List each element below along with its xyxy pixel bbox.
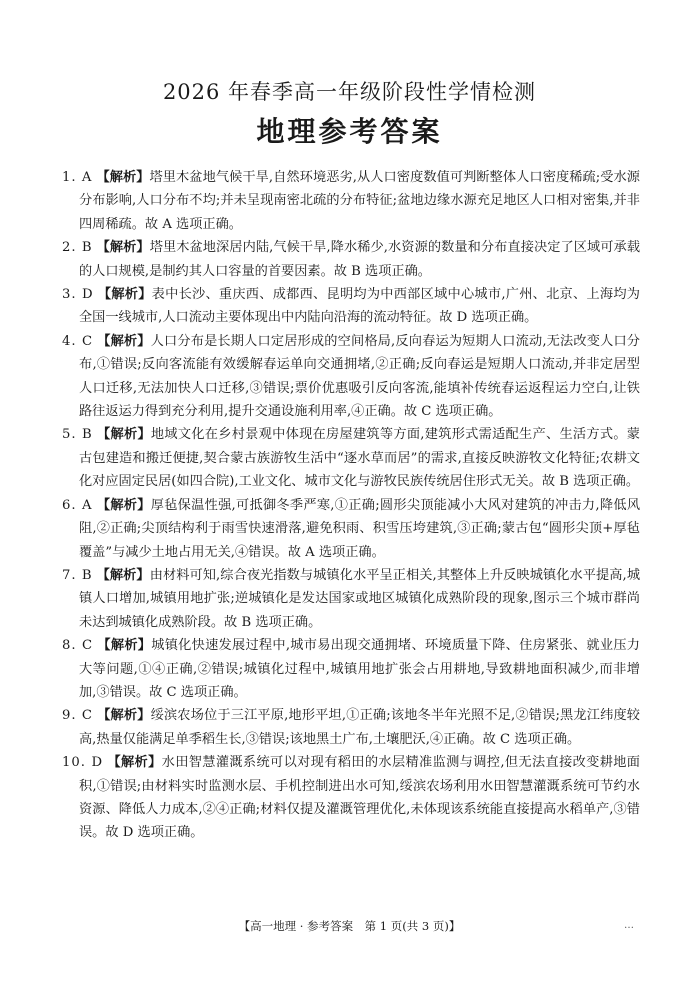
analysis-text: 地域文化在乡村景观中体现在房屋建筑等方面,建筑形式需适配生产、生活方式。蒙古包建造和搬迁便捷,契合蒙古族游牧生活中“逐水草而居”的需求,直接反映游牧文化特征;农耕文化对应固定民居(如四合院),工业文化、城市文化与游牧民族传统居住形式无关。故 B 选项正确。 [79,427,640,490]
analysis-text: 厚毡保温性强,可抵御冬季严寒,①正确;圆形尖顶能减小大风对建筑的冲击力,降低风阻,②正确;尖顶结构利于雨雪快速滑落,避免积雨、积雪压垮建筑,③正确;蒙古包“圆形尖顶+厚毡覆盖”与减少土地占用无关,④错误。故 A 选项正确。 [79,497,641,560]
answer-key-title: 地理参考答案 [256,115,443,148]
answer-item-2 [62,236,640,283]
analysis-tag: 【解析】 [96,497,151,513]
answer-number: 7. B [62,567,93,583]
answer-number: 3. D [62,287,94,303]
analysis-tag: 【解析】 [97,333,151,349]
answer-list [62,166,640,845]
answer-item-4 [62,330,640,424]
analysis-tag: 【解析】 [97,638,152,654]
page-footer: 【高一地理 · 参考答案 第 1 页(共 3 页)】 [238,919,461,933]
answer-number: 9. C [62,708,94,724]
answer-item-6 [62,494,640,564]
analysis-tag: 【解析】 [107,755,162,771]
answer-number: 1. A [62,170,93,185]
answer-item-1 [62,166,640,236]
analysis-tag: 【解析】 [96,170,150,185]
analysis-tag: 【解析】 [96,427,151,443]
answer-item-10 [62,751,640,845]
analysis-text: 由材料可知,综合夜光指数与城镇化水平呈正相关,其整体上升反映城镇化水平提高,城镇人口增加,城镇用地扩张;逆城镇化是发达国家或地区城镇化成熟阶段的现象,图示三个城市群尚未达到城镇化成熟阶段。故 B 选项正确。 [79,567,641,630]
analysis-text: 人口分布是长期人口定居形成的空间格局,反向春运为短期人口流动,无法改变人口分布,①错误;反向客流能有效缓解春运单向交通拥堵,②正确;反向春运是短期人口流动,并非定居型人口迁移,无法加快人口迁移,③错误;票价优惠吸引反向客流,能填补传统春运返程运力空白,让铁路往返运力得到充分利用,提升交通设施利用率,④正确。故 C 选项正确。 [79,333,640,420]
answer-item-9 [62,704,640,751]
analysis-tag: 【解析】 [97,287,152,303]
answer-item-5 [62,423,640,493]
analysis-text: 表中长沙、重庆西、成都西、昆明均为中西部区域中心城市,广州、北京、上海均为全国一线城市,人口流动主要体现出中内陆向沿海的流动特征。故 D 选项正确。 [79,287,640,326]
analysis-tag: 【解析】 [97,708,151,724]
analysis-text: 塔里木盆地深居内陆,气候干旱,降水稀少,水资源的数量和分布直接决定了区域可承载的人口规模,是制约其人口容量的首要因素。故 B 选项正确。 [79,240,641,279]
exam-title: 2026 年春季高一年级阶段性学情检测 [162,80,537,104]
answer-number: 8. C [62,638,94,654]
analysis-text: 城镇化快速发展过程中,城市易出现交通拥堵、环境质量下降、住房紧张、就业压力大等问题,①④正确,②错误;城镇化过程中,城镇用地扩张会占用耕地,导致耕地面积减少,而非增加,③错误。故 C 选项正确。 [79,638,640,700]
answer-number: 4. C [62,333,94,349]
analysis-text: 水田智慧灌溉系统可以对现有稻田的水层精准监测与调控,但无法直接改变耕地面积,①错误;由材料实时监测水层、手机控制进出水可知,绥滨农场利用水田智慧灌溉系统可节约水资源、降低人力成本,②④正确;材料仅提及灌溉管理优化,未体现该系统能直接提高水稻单产,③错误。故 D 选项正确。 [79,755,640,841]
answer-number: 6. A [62,497,93,513]
corner-mark: … [624,920,634,931]
answer-item-7 [62,564,640,634]
answer-item-8 [62,634,640,704]
analysis-tag: 【解析】 [96,240,150,256]
answer-number: 2. B [62,240,93,256]
answer-item-3 [62,283,640,330]
analysis-text: 绥滨农场位于三江平原,地形平坦,①正确;该地冬半年光照不足,②错误;黑龙江纬度较高,热量仅能满足单季稻生长,③错误;该地黑土广布,土壤肥沃,④正确。故 C 选项正确。 [79,708,640,747]
analysis-tag: 【解析】 [96,567,150,583]
analysis-text: 塔里木盆地气候干旱,自然环境恶劣,从人口密度数值可判断整体人口密度稀疏;受水源分布影响,人口分布不均;并未呈现南密北疏的分布特征;盆地边缘水源充足地区人口相对密集,并非四周稀疏。故 A 选项正确。 [79,170,640,232]
answer-number: 10. D [62,755,104,771]
answer-number: 5. B [62,427,93,443]
